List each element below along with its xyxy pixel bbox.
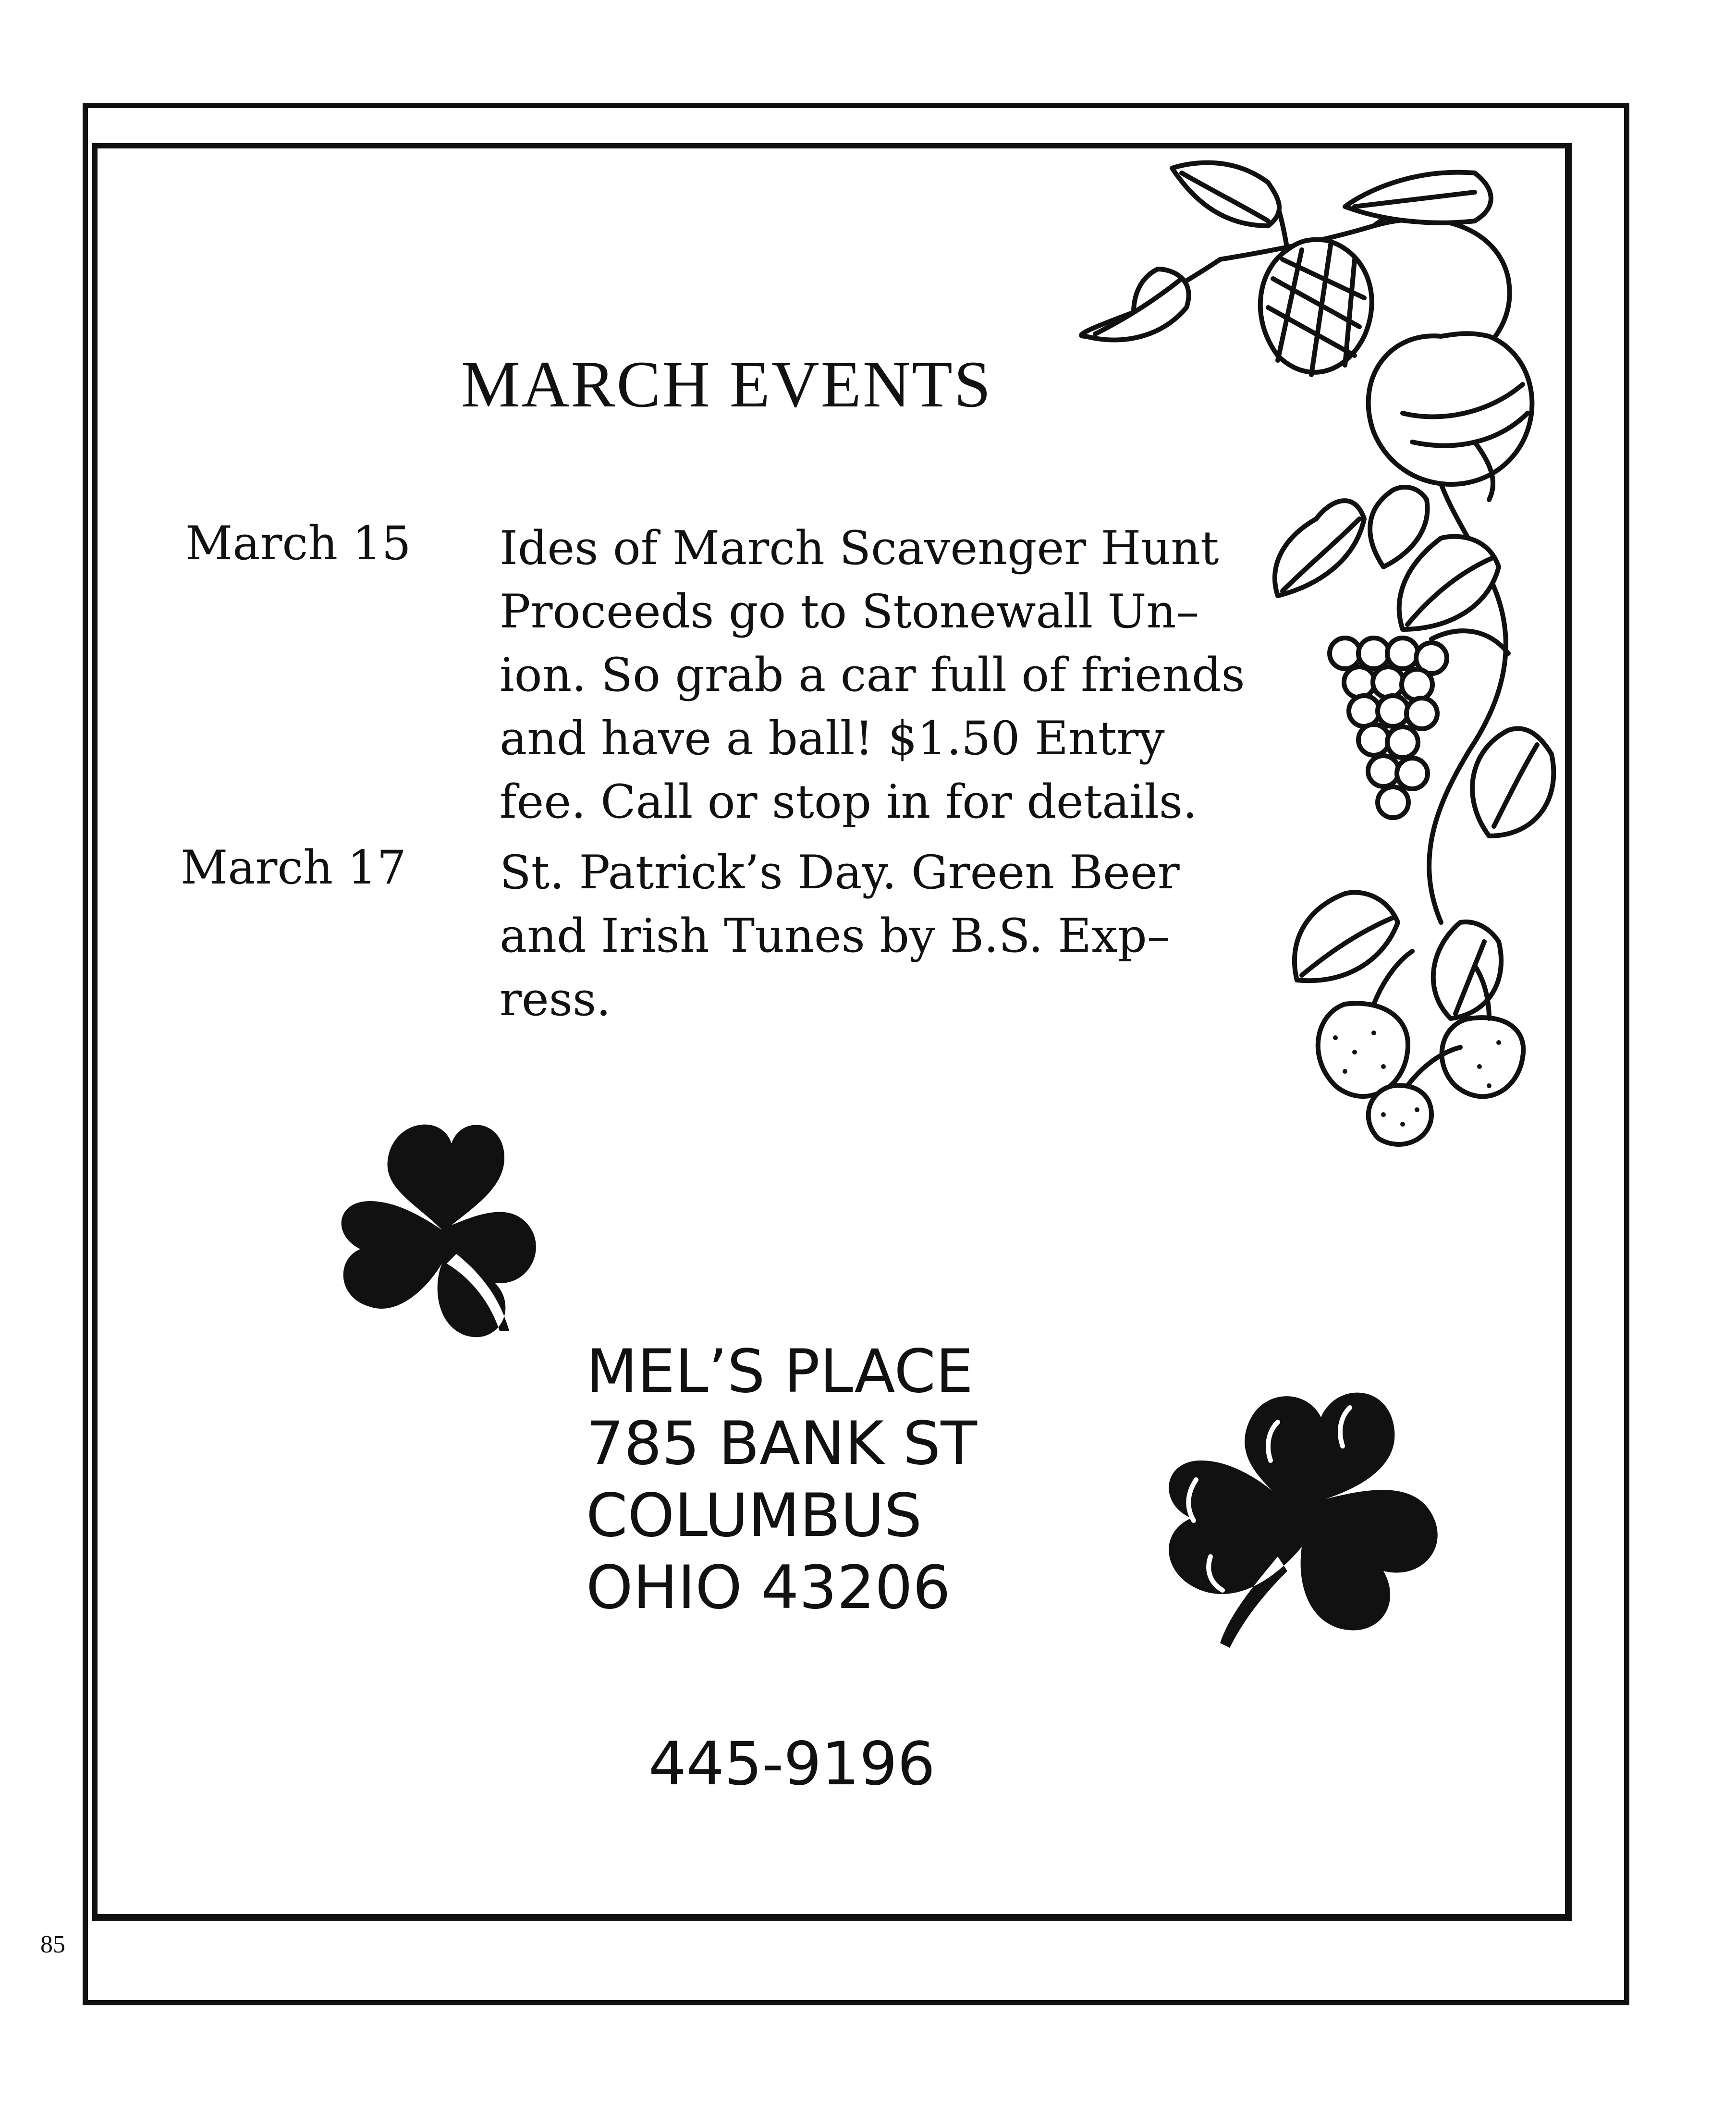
venue-state-zip: OHIO 43206: [586, 1553, 951, 1622]
shamrock-icon: [1134, 1355, 1470, 1662]
leaf: [1472, 729, 1553, 836]
event-date-march-15: March 15: [185, 516, 411, 570]
leaf: [1370, 487, 1427, 567]
melon: [1369, 333, 1532, 484]
event-date-march-17: March 17: [181, 841, 406, 895]
leaf: [1275, 501, 1364, 596]
leaf: [1081, 269, 1188, 340]
shamrock-icon: [317, 1105, 567, 1355]
event-line: ion. So grab a car full of friends: [500, 648, 1245, 702]
event-line: Proceeds go to Stonewall Un–: [500, 585, 1199, 638]
leaf: [1433, 922, 1501, 1019]
event-line: and have a ball! $1.50 Entry: [500, 712, 1165, 765]
strawberry: [1442, 1018, 1524, 1096]
event-line: and Irish Tunes by B.S. Exp–: [500, 909, 1170, 963]
page-number: 85: [40, 1931, 65, 1958]
venue-name: MEL’S PLACE: [586, 1337, 974, 1406]
venue-phone: 445-9196: [648, 1730, 935, 1799]
venue-city: COLUMBUS: [586, 1481, 922, 1550]
event-line: ress.: [500, 972, 611, 1026]
event-line: St. Patrick’s Day. Green Beer: [500, 846, 1180, 899]
strawberry: [1318, 1003, 1408, 1096]
venue-street: 785 BANK ST: [586, 1409, 977, 1478]
event-line: fee. Call or stop in for details.: [500, 775, 1198, 829]
page-title: MARCH EVENTS: [461, 347, 992, 421]
event-line: Ides of March Scavenger Hunt: [500, 521, 1219, 575]
fruit-vine-illustration: [1076, 154, 1576, 1153]
strawberry: [1369, 1085, 1431, 1144]
grape-cluster: [1330, 638, 1447, 818]
venue-address: [586, 1336, 977, 1624]
